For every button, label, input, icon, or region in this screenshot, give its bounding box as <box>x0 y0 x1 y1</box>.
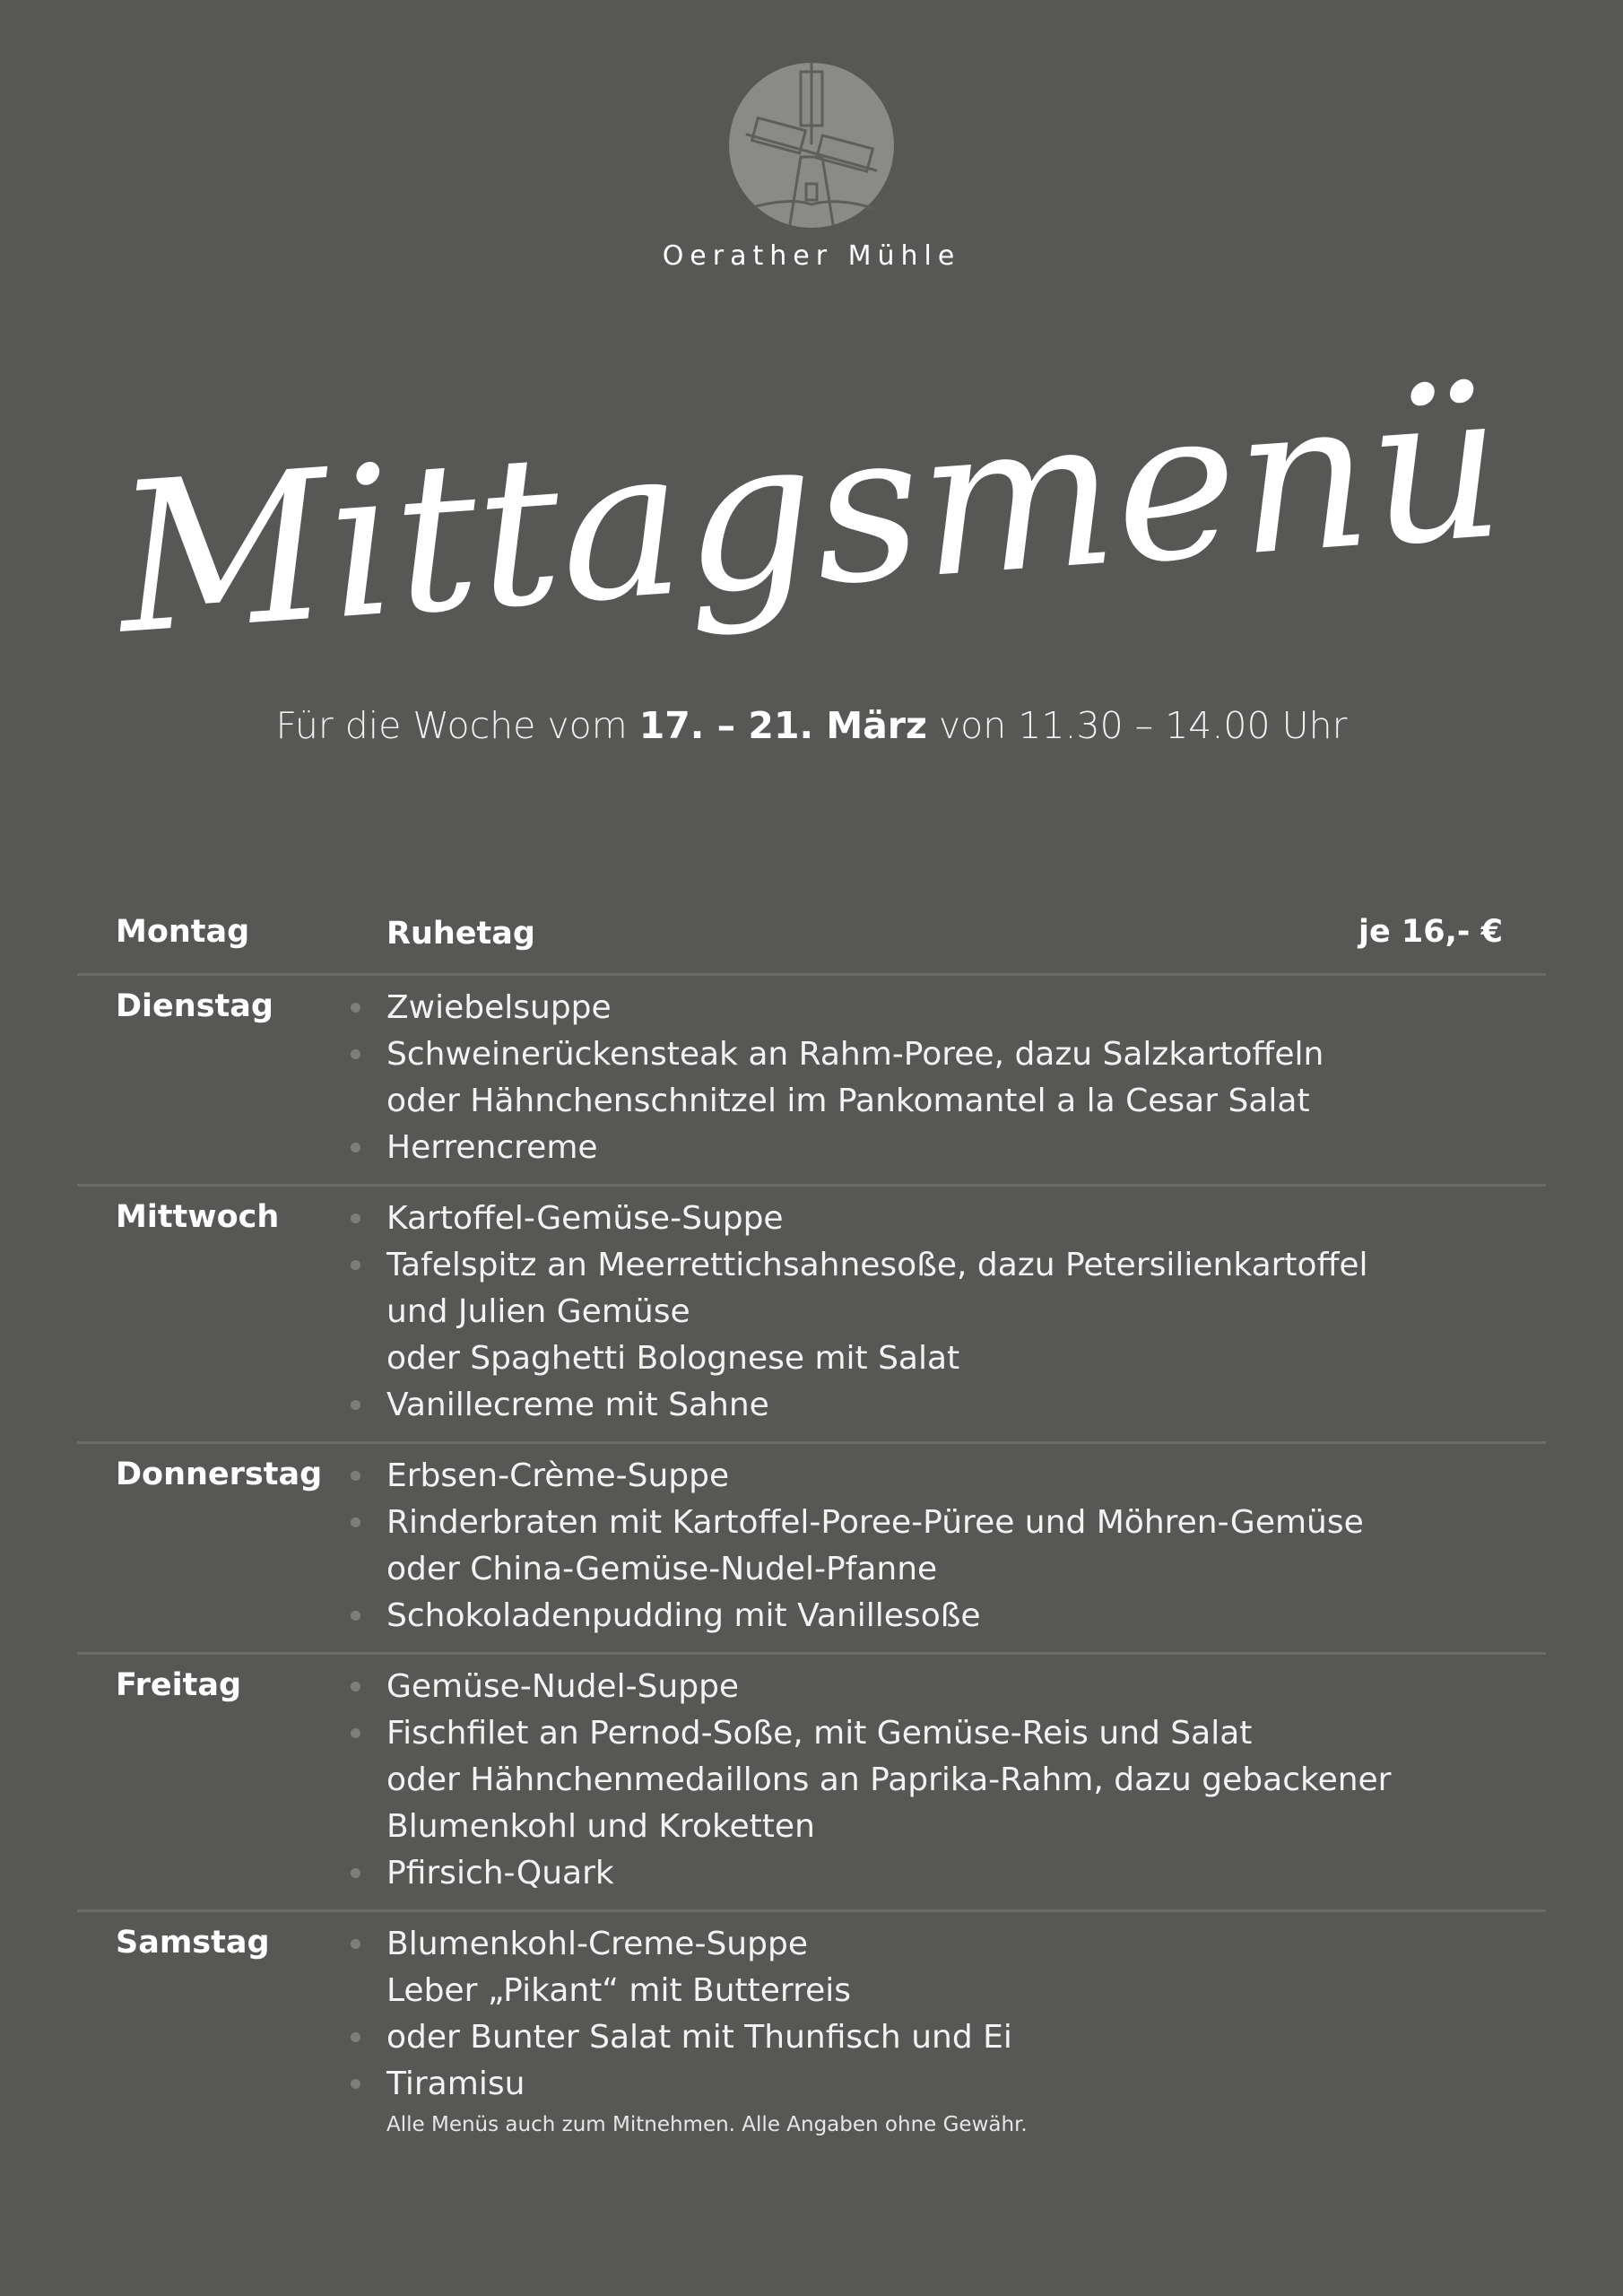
dish-line: oder Spaghetti Bolognese mit Salat <box>386 1340 960 1377</box>
dish-line: Schokoladenpudding mit Vanillesoße <box>386 1593 1546 1639</box>
dish-line: Vanillecreme mit Sahne <box>386 1382 1546 1429</box>
windmill-icon <box>729 63 894 228</box>
dish-line: oder Bunter Salat mit Thunfisch und Ei <box>386 2014 1546 2061</box>
day-label: Freitag <box>116 1667 242 1703</box>
day-label: Dienstag <box>116 988 273 1024</box>
day-label: Samstag <box>116 1925 270 1961</box>
menu-table <box>77 901 1546 2149</box>
dish-line: Zwiebelsuppe <box>386 985 1546 1031</box>
bullet-icon <box>351 2032 360 2042</box>
dish-line: Tiramisu <box>386 2061 1546 2108</box>
bullet-icon <box>351 1471 360 1481</box>
menu-title <box>109 344 1511 695</box>
bullet-icon <box>351 1260 360 1270</box>
dish-line: Kartoffel-Gemüse-Suppe <box>386 1196 1546 1242</box>
bullet-icon <box>351 1939 360 1949</box>
dish-line: Blumenkohl-Creme-Suppe <box>386 1921 1546 1968</box>
dish-line: oder Hähnchenmedaillons an Paprika-Rahm, dazu gebackener <box>386 1761 1392 1798</box>
bullet-icon <box>351 1213 360 1223</box>
bullet-icon <box>351 1682 360 1692</box>
price-label: je 16,- € <box>1358 914 1503 950</box>
dish-line: Gemüse-Nudel-Suppe <box>386 1664 1546 1710</box>
menu-row-mittwoch <box>77 1187 1546 1444</box>
bullet-icon <box>351 1518 360 1527</box>
footnote: Alle Menüs auch zum Mitnehmen. Alle Angaben ohne Gewähr. <box>386 2113 1028 2136</box>
dish-line: oder China-Gemüse-Nudel-Pfanne <box>386 1551 938 1587</box>
dish-line: Leber „Pikant“ mit Butterreis <box>386 1972 852 2009</box>
menu-row-dienstag <box>77 976 1546 1187</box>
week-dates: 17. – 21. März <box>638 704 927 747</box>
dish-line: Fischfilet an Pernod-Soße, mit Gemüse-Reis und Salat <box>386 1710 1546 1757</box>
day-label: Montag <box>116 914 250 950</box>
bullet-icon <box>351 1728 360 1738</box>
menu-row-donnerstag <box>77 1444 1546 1655</box>
week-hours: von 11.30 – 14.00 Uhr <box>926 704 1348 747</box>
dish-line: Erbsen-Crème-Suppe <box>386 1453 1546 1500</box>
brand-name: Oerather Mühle <box>662 240 961 272</box>
bullet-icon <box>351 1868 360 1878</box>
menu-row-freitag <box>77 1655 1546 1912</box>
week-info <box>0 704 1623 747</box>
bullet-icon <box>351 1611 360 1621</box>
dish-line: oder Hähnchenschnitzel im Pankomantel a la Cesar Salat <box>386 1083 1310 1119</box>
bullet-icon <box>351 1143 360 1152</box>
dish-line: Pfirsich-Quark <box>386 1850 1546 1897</box>
rest-day-note: Ruhetag <box>386 916 535 952</box>
bullet-icon <box>351 1400 360 1410</box>
dish-line: und Julien Gemüse <box>386 1293 690 1330</box>
day-label: Mittwoch <box>116 1199 280 1235</box>
menu-row-montag <box>77 901 1546 976</box>
day-label: Donnerstag <box>116 1457 323 1492</box>
dish-line: Herrencreme <box>386 1125 1546 1171</box>
menu-title-text: Mittagsmenü <box>109 344 1511 681</box>
bullet-icon <box>351 1049 360 1059</box>
week-prefix: Für die Woche vom <box>275 704 639 747</box>
dish-line: Rinderbraten mit Kartoffel-Poree-Püree und Möhren-Gemüse <box>386 1500 1546 1546</box>
dish-line: Blumenkohl und Kroketten <box>386 1808 815 1845</box>
menu-row-samstag <box>77 1912 1546 2149</box>
dish-line: Tafelspitz an Meerrettichsahnesoße, dazu Petersilienkartoffel <box>386 1242 1546 1289</box>
bullet-icon <box>351 2079 360 2089</box>
bullet-icon <box>351 1003 360 1013</box>
header <box>0 63 1623 272</box>
dish-line: Schweinerückensteak an Rahm-Poree, dazu Salzkartoffeln <box>386 1031 1546 1078</box>
